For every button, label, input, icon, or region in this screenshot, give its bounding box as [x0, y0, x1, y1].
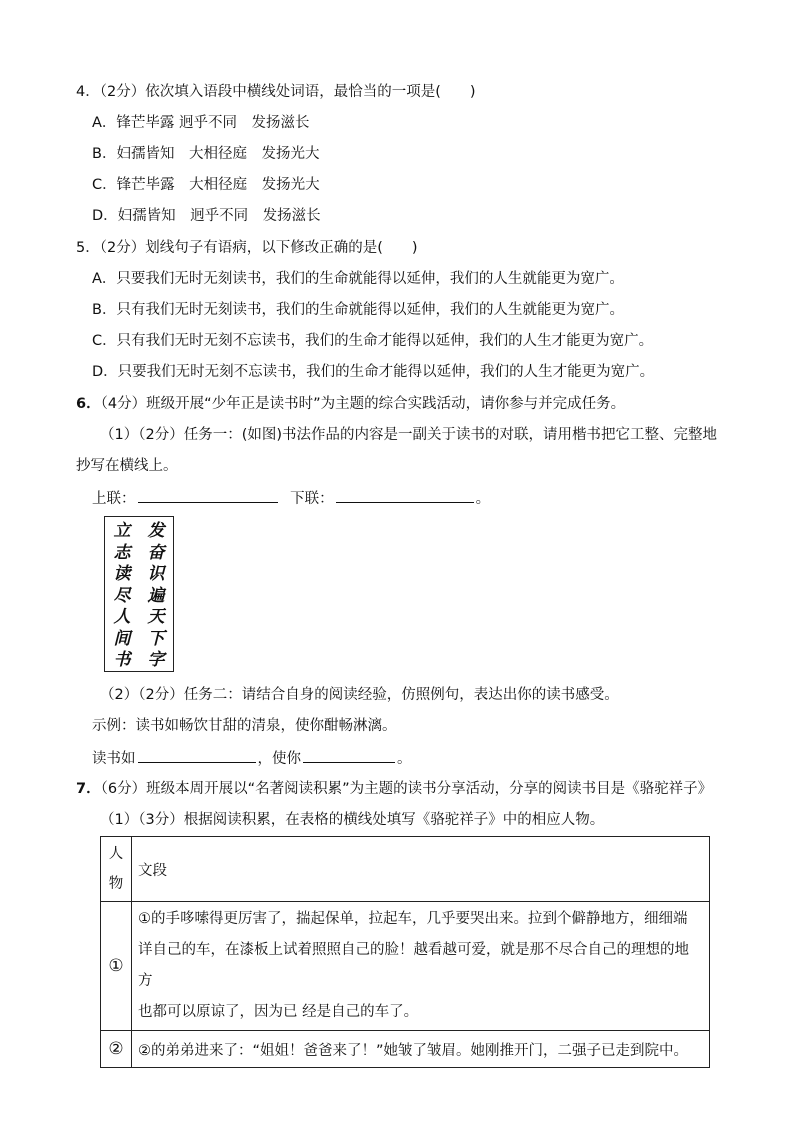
calligraphy-char: 天 — [147, 607, 165, 627]
q4-option-a: A．锋芒毕露 迥乎不同 发扬滋长 — [92, 115, 310, 131]
passage-line: 详自己的车，在漆板上试着照照自己的脸！越看越可爱，就是那不尽合自己的理想的地方 — [138, 942, 689, 989]
fill-mid: ，使你 — [257, 751, 301, 767]
reading-feeling-blank[interactable] — [303, 747, 395, 763]
table-header-row — [101, 837, 710, 902]
row-mark[interactable]: ② — [101, 1031, 132, 1068]
calligraphy-char: 下 — [147, 628, 165, 649]
passage-line: 也都可以原谅了，因为已 经是自己的车了。 — [138, 1004, 419, 1020]
q7-stem: （6分）班级本周开展以“名著阅读积累”为主题的读书分享活动，分享的阅读书目是《骆驼祥子》 — [100, 781, 713, 797]
q5-option-c: C．只有我们无时无刻不忘读书，我们的生命才能得以延伸，我们的人生才能更为宽广。 — [92, 333, 654, 349]
calligraphy-char: 间 — [113, 628, 131, 649]
calligraphy-char: 遍 — [147, 585, 165, 606]
header-person-char: 物 — [108, 876, 124, 892]
calligraphy-column-left — [111, 521, 133, 672]
calligraphy-image — [104, 516, 174, 672]
q5-stem: 5．（2分）划线句子有语病，以下修改正确的是( ) — [76, 240, 418, 256]
row-passage — [132, 902, 710, 1031]
calligraphy-char: 书 — [113, 650, 131, 670]
fill-end: 。 — [397, 751, 412, 767]
calligraphy-char: 奋 — [147, 542, 165, 563]
table-row — [101, 902, 710, 1031]
character-table — [100, 836, 710, 1068]
header-text-cell: 文段 — [132, 837, 710, 902]
calligraphy-column-right — [145, 521, 167, 672]
q6-fill-row — [92, 747, 412, 769]
reading-simile-blank[interactable] — [138, 747, 256, 763]
row-mark[interactable]: ① — [101, 902, 132, 1031]
lower-couplet-label: 下联： — [290, 491, 334, 507]
q7-number: 7． — [76, 781, 101, 797]
table-row — [101, 1031, 710, 1068]
upper-couplet-blank[interactable] — [138, 487, 278, 503]
calligraphy-char: 志 — [113, 542, 131, 563]
q7-stem-line — [76, 779, 712, 799]
q5-option-a: A．只要我们无时无刻读书，我们的生命就能得以延伸，我们的人生就能更为宽广。 — [92, 271, 624, 287]
q4-option-d: D．妇孺皆知 迥乎不同 发扬滋长 — [92, 208, 321, 224]
passage-line: ①的手哆嗦得更厉害了，揣起保单，拉起车，几乎要哭出来。拉到个僻静地方，细细端 — [138, 911, 688, 927]
upper-couplet-label: 上联： — [92, 491, 136, 507]
q5-option-b: B．只有我们无时无刻读书，我们的生命就能得以延伸，我们的人生就能更为宽广。 — [92, 302, 624, 318]
lower-couplet-blank[interactable] — [336, 487, 474, 503]
couplet-end-mark: 。 — [475, 491, 491, 507]
q4-stem: 4．（2分）依次填入语段中横线处词语，最恰当的一项是( ) — [76, 84, 476, 100]
calligraphy-char: 读 — [113, 564, 131, 584]
calligraphy-char: 尽 — [113, 585, 131, 606]
q6-stem-line — [76, 394, 625, 414]
calligraphy-char: 字 — [147, 650, 165, 670]
passage-line: ②的弟弟进来了：“姐姐！爸爸来了！”她皱了皱眉。她刚推开门，二强子已走到院中。 — [138, 1042, 689, 1059]
q6-example: 示例：读书如畅饮甘甜的清泉，使你酣畅淋漓。 — [92, 718, 397, 734]
calligraphy-char: 立 — [113, 521, 131, 541]
header-person-cell — [101, 837, 132, 902]
q6-task1-line2: 抄写在横线上。 — [76, 458, 178, 474]
header-person-char: 人 — [108, 846, 124, 862]
couplet-answer-row — [92, 487, 490, 509]
calligraphy-char: 人 — [113, 607, 131, 627]
q6-task2: （2）（2分）任务二：请结合自身的阅读经验，仿照例句，表达出你的读书感受。 — [100, 687, 619, 703]
q7-sub1: （1）（3分）根据阅读积累，在表格的横线处填写《骆驼祥子》中的相应人物。 — [100, 812, 605, 828]
q6-number: 6． — [76, 396, 101, 412]
q4-option-c: C．锋芒毕露 大相径庭 发扬光大 — [92, 177, 320, 193]
calligraphy-char: 识 — [147, 564, 165, 584]
row-passage — [132, 1031, 710, 1068]
fill-prefix: 读书如 — [92, 751, 136, 767]
q6-task1-line1: （1）（2分）任务一：(如图)书法作品的内容是一副关于读书的对联，请用楷书把它工整、完整地 — [100, 427, 718, 443]
q6-stem: （4分）班级开展“少年正是读书时”为主题的综合实践活动，请你参与并完成任务。 — [100, 396, 626, 412]
q4-option-b: B．妇孺皆知 大相径庭 发扬光大 — [92, 146, 320, 162]
q5-option-d: D．只要我们无时无刻不忘读书，我们的生命才能得以延伸，我们的人生才能更为宽广。 — [92, 364, 655, 380]
calligraphy-char: 发 — [147, 521, 165, 541]
